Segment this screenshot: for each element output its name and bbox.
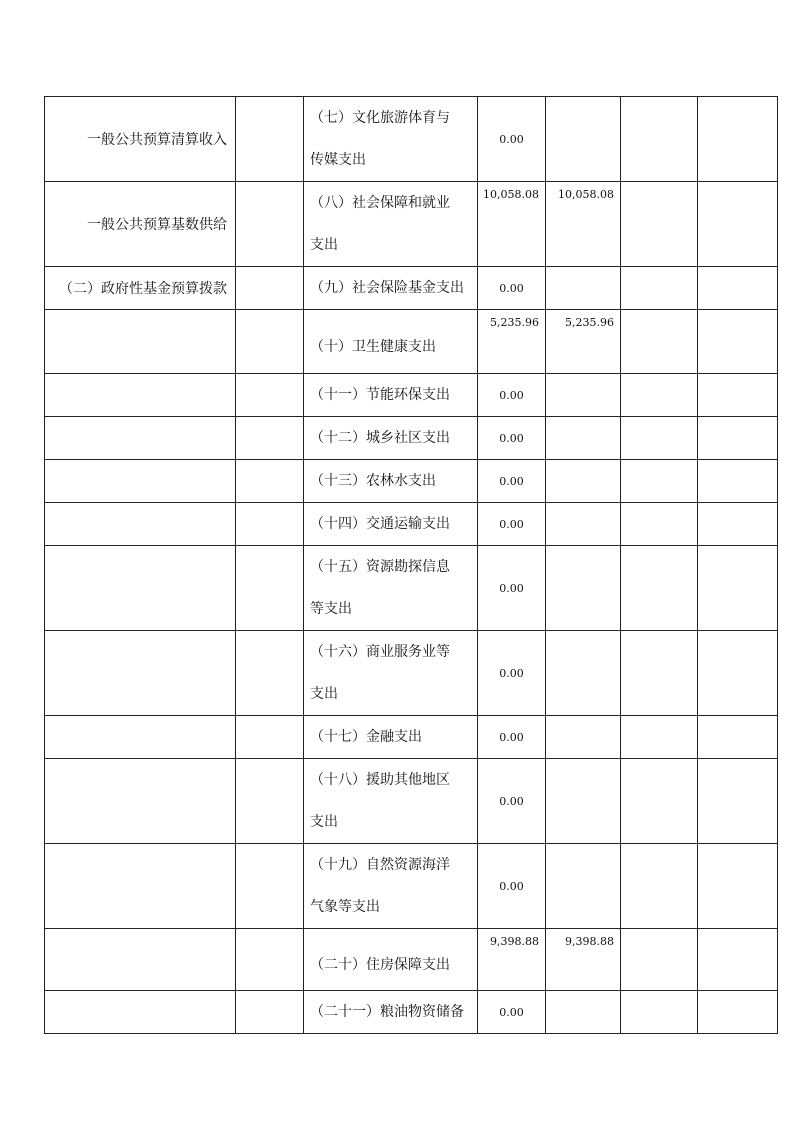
amount-total: 0.00: [478, 631, 546, 716]
income-item: [45, 631, 236, 716]
empty-cell: [698, 759, 778, 844]
amount-total: 0.00: [478, 759, 546, 844]
expenditure-item: （十四）交通运输支出: [304, 503, 478, 546]
empty-cell: [621, 631, 698, 716]
income-item: [45, 759, 236, 844]
income-item: （二）政府性基金预算拨款: [45, 267, 236, 310]
table-row: [45, 503, 778, 546]
amount-general: [546, 631, 621, 716]
empty-cell: [236, 844, 304, 929]
empty-cell: [621, 844, 698, 929]
empty-cell: [698, 929, 778, 991]
amount-general: [546, 97, 621, 182]
empty-cell: [236, 503, 304, 546]
income-item: [45, 374, 236, 417]
amount-total: 5,235.96: [478, 310, 546, 374]
expenditure-item: （二十一）粮油物资储备: [304, 991, 478, 1034]
empty-cell: [698, 991, 778, 1034]
expenditure-item: （十七）金融支出: [304, 716, 478, 759]
empty-cell: [621, 929, 698, 991]
expenditure-item: （十八）援助其他地区支出: [304, 759, 478, 844]
amount-general: [546, 546, 621, 631]
amount-total: 0.00: [478, 716, 546, 759]
amount-total: 0.00: [478, 991, 546, 1034]
table-row: [45, 267, 778, 310]
empty-cell: [621, 759, 698, 844]
amount-total: 0.00: [478, 503, 546, 546]
income-item: 一般公共预算清算收入: [45, 97, 236, 182]
empty-cell: [236, 546, 304, 631]
amount-total: 0.00: [478, 374, 546, 417]
income-item: [45, 546, 236, 631]
amount-general: [546, 417, 621, 460]
empty-cell: [698, 460, 778, 503]
empty-cell: [621, 417, 698, 460]
income-item: [45, 929, 236, 991]
empty-cell: [621, 182, 698, 267]
empty-cell: [236, 310, 304, 374]
empty-cell: [698, 546, 778, 631]
income-item: [45, 503, 236, 546]
empty-cell: [621, 503, 698, 546]
amount-general: [546, 716, 621, 759]
empty-cell: [621, 97, 698, 182]
empty-cell: [621, 267, 698, 310]
expenditure-item: （十九）自然资源海洋气象等支出: [304, 844, 478, 929]
amount-general: 9,398.88: [546, 929, 621, 991]
amount-total: 0.00: [478, 460, 546, 503]
amount-general: [546, 503, 621, 546]
table-row: [45, 929, 778, 991]
amount-general: [546, 267, 621, 310]
empty-cell: [236, 267, 304, 310]
table-row: [45, 716, 778, 759]
amount-total: 0.00: [478, 417, 546, 460]
table-row: [45, 844, 778, 929]
empty-cell: [236, 716, 304, 759]
empty-cell: [621, 991, 698, 1034]
table-row: [45, 546, 778, 631]
table-row: [45, 631, 778, 716]
amount-general: [546, 844, 621, 929]
empty-cell: [236, 759, 304, 844]
amount-general: 5,235.96: [546, 310, 621, 374]
table-row: [45, 417, 778, 460]
table-row: [45, 460, 778, 503]
empty-cell: [698, 310, 778, 374]
expenditure-item: （十）卫生健康支出: [304, 310, 478, 374]
expenditure-item: （八）社会保障和就业支出: [304, 182, 478, 267]
table-row: [45, 97, 778, 182]
table-row: [45, 182, 778, 267]
amount-total: 0.00: [478, 267, 546, 310]
empty-cell: [236, 374, 304, 417]
amount-general: [546, 991, 621, 1034]
empty-cell: [698, 417, 778, 460]
expenditure-item: （九）社会保险基金支出: [304, 267, 478, 310]
expenditure-item: （七）文化旅游体育与传媒支出: [304, 97, 478, 182]
expenditure-item: （十六）商业服务业等支出: [304, 631, 478, 716]
amount-total: 0.00: [478, 546, 546, 631]
empty-cell: [621, 546, 698, 631]
empty-cell: [236, 460, 304, 503]
income-item: [45, 716, 236, 759]
empty-cell: [698, 374, 778, 417]
table-row: [45, 759, 778, 844]
empty-cell: [621, 460, 698, 503]
empty-cell: [698, 844, 778, 929]
amount-general: [546, 759, 621, 844]
empty-cell: [698, 267, 778, 310]
empty-cell: [621, 716, 698, 759]
amount-total: 0.00: [478, 97, 546, 182]
income-item: [45, 417, 236, 460]
empty-cell: [698, 631, 778, 716]
income-item: [45, 844, 236, 929]
empty-cell: [621, 310, 698, 374]
income-item: [45, 991, 236, 1034]
budget-table: [44, 96, 778, 1034]
table-row: [45, 374, 778, 417]
expenditure-item: （十二）城乡社区支出: [304, 417, 478, 460]
table-row: [45, 991, 778, 1034]
income-item: [45, 460, 236, 503]
expenditure-item: （二十）住房保障支出: [304, 929, 478, 991]
expenditure-item: （十一）节能环保支出: [304, 374, 478, 417]
empty-cell: [236, 97, 304, 182]
empty-cell: [236, 182, 304, 267]
expenditure-item: （十五）资源勘探信息等支出: [304, 546, 478, 631]
income-item: [45, 310, 236, 374]
empty-cell: [236, 631, 304, 716]
empty-cell: [236, 417, 304, 460]
empty-cell: [698, 716, 778, 759]
income-item: 一般公共预算基数供给: [45, 182, 236, 267]
amount-total: 9,398.88: [478, 929, 546, 991]
empty-cell: [621, 374, 698, 417]
amount-general: [546, 460, 621, 503]
amount-total: 0.00: [478, 844, 546, 929]
expenditure-item: （十三）农林水支出: [304, 460, 478, 503]
amount-general: 10,058.08: [546, 182, 621, 267]
empty-cell: [698, 503, 778, 546]
empty-cell: [698, 182, 778, 267]
empty-cell: [698, 97, 778, 182]
empty-cell: [236, 991, 304, 1034]
empty-cell: [236, 929, 304, 991]
amount-total: 10,058.08: [478, 182, 546, 267]
table-row: [45, 310, 778, 374]
amount-general: [546, 374, 621, 417]
